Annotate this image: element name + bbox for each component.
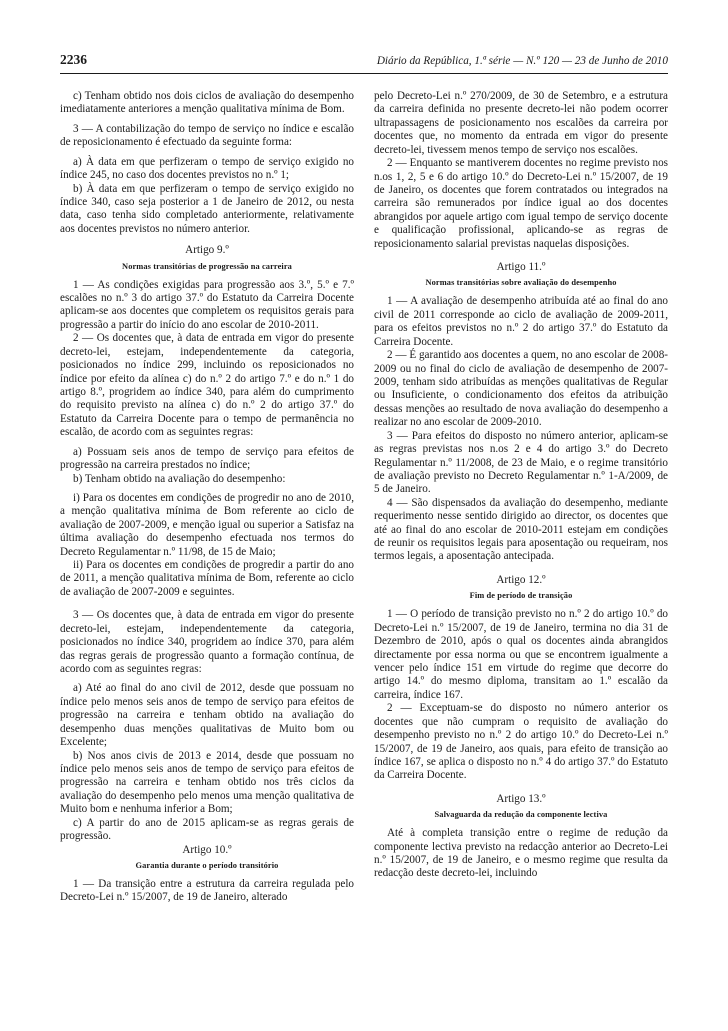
- article-title: Artigo 9.º: [185, 244, 229, 257]
- article-title: Artigo 10.º: [182, 843, 232, 856]
- paragraph: 2 — Os docentes que, à data de entrada em vigor do presente decreto-lei, estejam, independentemente da categoria, posicionados no índice 299, incluindo os reposicionados no índice por efeito da alínea c) do n.º 2 do artigo 7.º e do n.º 1 do artigo 8.º, progridem ao índice 340, para além do cumprimento do requisito previsto na alínea c) do n.º 2 do artigo 37.º do Estatuto da Carreira Docente para o tempo de permanência no escalão, de acordo com as seguintes regras:: [60, 332, 354, 439]
- paragraph: 3 — Os docentes que, à data de entrada em vigor do presente decreto-lei, estejam, independentemente da categoria, posicionados no índice 340, progridem ao índice 370, para além das regras gerais de progressão quanto a formação contínua, de acordo com as seguintes regras:: [60, 609, 354, 676]
- article-heading: Normas transitórias sobre avaliação do desempenho: [425, 278, 617, 288]
- paragraph: Até à completa transição entre o regime de redução da componente lectiva previsto na redacção anterior ao Decreto-Lei n.º 15/2007, de 19 de Janeiro, e o mesmo regime que resulta da redacção deste decreto-lei, incluindo: [374, 827, 668, 880]
- journal-title: Diário da República, 1.ª série — N.º 120 — 23 de Junho de 2010: [376, 55, 668, 67]
- article-title: Artigo 11.º: [496, 261, 546, 274]
- paragraph: 2 — Enquanto se mantiverem docentes no regime previsto nos n.os 1, 2, 5 e 6 do artigo 10.º do Decreto-Lei n.º 15/2007, de 19 de Janeiro, os docentes que forem contratados ou integrados na carreira são remunerados por índice igual ao dos docentes abrangidos por aquele artigo com igual tempo de serviço docente e qualificação profissional, aplicando-se as regras de reposicionamento salarial previstas naquelas disposições.: [374, 157, 668, 250]
- paragraph: i) Para os docentes em condições de progredir no ano de 2010, a menção qualitativa mínima de Bom referente ao ciclo de avaliação de 2007-2009, e menção igual ou superior a Satisfaz na última avaliação do desempenho efectuada nos termos do Decreto Regulamentar n.º 11/98, de 15 de Maio;: [60, 491, 354, 558]
- paragraph: 2 — É garantido aos docentes a quem, no ano escolar de 2008-2009 ou no final do ciclo de avaliação de desempenho de 2007-2009, tenham sido atribuídas as menções qualitativas de Regular ou Insuficiente, o condicionamento dos efeitos da atribuição dessas menções ao resultado de nova avaliação do desempenho a realizar no ano escolar de 2009-2010.: [374, 349, 668, 429]
- paragraph: 3 — A contabilização do tempo de serviço no índice e escalão de reposicionamento é efectuado da seguinte forma:: [60, 122, 354, 149]
- paragraph: a) À data em que perfizeram o tempo de serviço exigido no índice 245, no caso dos docentes previstos no n.º 1;: [60, 155, 354, 182]
- article-heading: Salvaguarda da redução da componente lectiva: [434, 810, 608, 820]
- paragraph: ii) Para os docentes em condições de progredir a partir do ano de 2011, a menção qualitativa mínima de Bom, referente ao ciclo de avaliação de 2007-2009 e seguintes.: [60, 559, 354, 598]
- page-header: [60, 52, 668, 74]
- paragraph: c) Tenham obtido nos dois ciclos de avaliação do desempenho imediatamente anteriores a menção qualitativa mínima de Bom.: [60, 90, 354, 116]
- paragraph: b) Tenham obtido na avaliação do desempenho:: [73, 472, 286, 485]
- article-heading: Fim de período de transição: [469, 591, 573, 601]
- paragraph: 1 — A avaliação de desempenho atribuída até ao final do ano civil de 2011 corresponde ao ciclo de avaliação de 2009-2011, para os efeitos previstos no n.º 2 do artigo 37.º do Estatuto da Carreira Docente.: [374, 295, 668, 348]
- document-page: [60, 52, 668, 905]
- paragraph: 4 — São dispensados da avaliação do desempenho, mediante requerimento nesse sentido dirigido ao director, os docentes que até ao final do ano escolar de 2010-2011 estejam em condições de reunir os requisitos legais para aposentação ou requeiram, nos termos legais, a aposentação antecipada.: [374, 496, 668, 563]
- paragraph: 3 — Para efeitos do disposto no número anterior, aplicam-se as regras previstas nos n.os 2 e 4 do artigo 3.º do Decreto Regulamentar n.º 11/2008, de 23 de Maio, e o regime transitório de avaliação previsto no Decreto Regulamentar n.º 1-A/2009, de 5 de Janeiro.: [374, 429, 668, 496]
- paragraph: a) Possuam seis anos de tempo de serviço para efeitos de progressão na carreira prestados no índice;: [60, 445, 354, 472]
- page-number: 2236: [60, 52, 87, 67]
- paragraph: b) Nos anos civis de 2013 e 2014, desde que possuam no índice pelo menos seis anos de tempo de serviço para efeitos de progressão na carreira e tenham obtido nos três ciclos da avaliação do desempenho pelo menos uma menção qualitativa de Muito bom e nenhuma inferior a Bom;: [60, 749, 354, 816]
- paragraph: a) Até ao final do ano civil de 2012, desde que possuam no índice pelo menos seis anos de tempo de serviço para efeitos de progressão na carreira e tenham obtido na avaliação do desempenho duas menções qualitativas de Muito bom ou Excelente;: [60, 682, 354, 749]
- article-heading: Garantia durante o período transitório: [135, 860, 279, 870]
- paragraph: 1 — As condições exigidas para progressão aos 3.º, 5.º e 7.º escalões no n.º 3 do artigo 37.º do Estatuto da Carreira Docente aplicam-se aos docentes que completem os requisitos gerais para progressão a partir do início do ano escolar de 2010-2011.: [60, 278, 354, 331]
- paragraph: 1 — O período de transição previsto no n.º 2 do artigo 10.º do Decreto-Lei n.º 15/2007, de 19 de Janeiro, termina no dia 31 de Dezembro de 2010, após o qual os docentes ainda abrangidos directamente por essa norma ou que se encontrem igualmente a vencer pelo índice 151 em virtude do regime que decorre do artigo 14.º do mesmo diploma, transitam ao 1.º escalão da carreira, índice 167.: [374, 608, 668, 701]
- paragraph: 1 — Da transição entre a estrutura da carreira regulada pelo Decreto-Lei n.º 15/2007, de 19 de Janeiro, alterado: [60, 877, 354, 904]
- text-columns: [60, 90, 668, 905]
- paragraph: b) À data em que perfizeram o tempo de serviço exigido no índice 340, caso seja posterior a 1 de Janeiro de 2012, ou nesta data, caso tenha sido completado anteriormente, relativamente aos docentes previstos no número anterior.: [60, 182, 354, 235]
- paragraph: 2 — Exceptuam-se do disposto no número anterior os docentes que não cumpram o requisito de avaliação do desempenho previsto no n.º 2 do artigo 10.º do Decreto-Lei n.º 15/2007, de 19 de Janeiro, aos quais, para efeito de transição ao índice 167, se aplica o disposto no n.º 4 do artigo 37.º do Estatuto da Carreira Docente.: [374, 702, 668, 782]
- paragraph: pelo Decreto-Lei n.º 270/2009, de 30 de Setembro, e a estrutura da carreira definida no presente decreto-lei não podem ocorrer ultrapassagens de posicionamento nos escalões da carreira por docentes que, no momento da entrada em vigor do presente decreto-lei, tivessem menos tempo de serviço nos escalões.: [374, 90, 668, 156]
- paragraph: c) A partir do ano de 2015 aplicam-se as regras gerais de progressão.: [60, 816, 354, 843]
- article-heading: Normas transitórias de progressão na carreira: [122, 261, 292, 271]
- article-title: Artigo 12.º: [496, 573, 546, 586]
- left-column: [60, 90, 354, 905]
- article-title: Artigo 13.º: [496, 792, 546, 805]
- right-column: [374, 90, 668, 905]
